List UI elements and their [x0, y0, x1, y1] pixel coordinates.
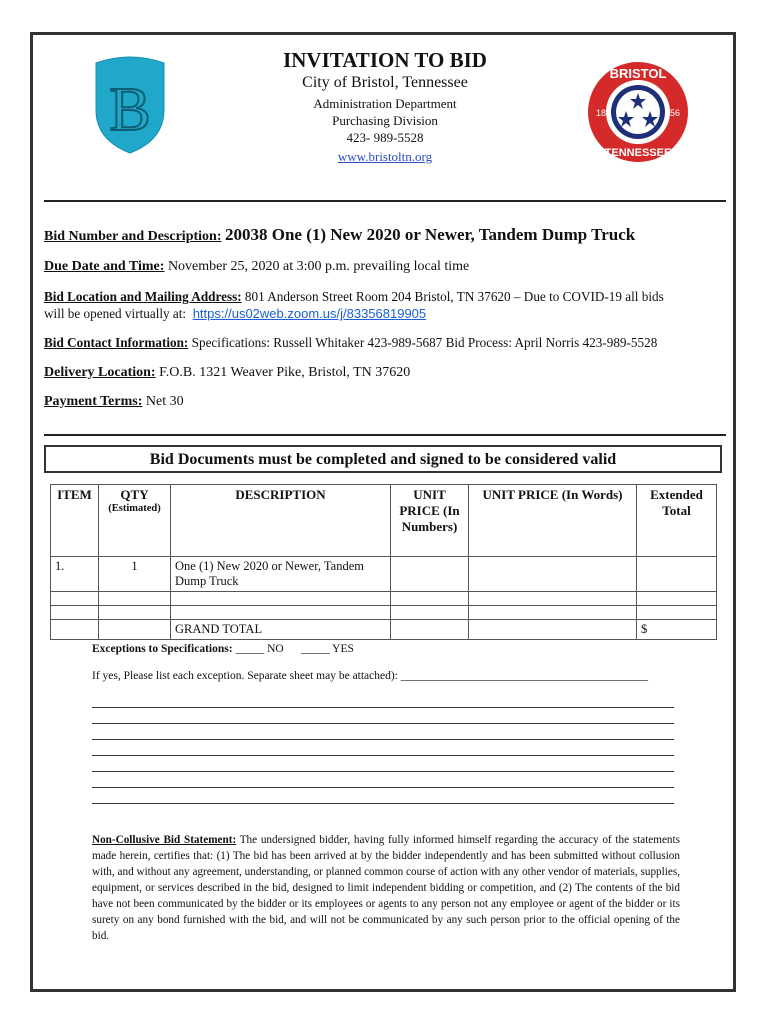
- col-unit-price: UNIT PRICE (In Numbers): [391, 485, 469, 557]
- row1-description: One (1) New 2020 or Newer, Tandem Dump Truck: [171, 557, 391, 592]
- seal-top-text: BRISTOL: [609, 66, 667, 81]
- bid-number-value: 20038 One (1) New 2020 or Newer, Tandem Dump Truck: [224, 225, 636, 244]
- page-title: INVITATION TO BID: [283, 48, 487, 72]
- grand-total-label: GRAND TOTAL: [171, 620, 391, 640]
- delivery-label: Delivery Location:: [44, 365, 156, 380]
- payment-label: Payment Terms:: [44, 394, 143, 409]
- delivery-value: F.O.B. 1321 Weaver Pike, Bristol, TN 37620: [159, 365, 411, 380]
- statement-text: The undersigned bidder, having fully informed himself regarding the accuracy of the statements made herein, certifies that: (1) The bid has been arrived at by the bidder independently and has been submitted without collusion with, and without any agreement, understanding, or planned common course of action with any other vendor of materials, supplies, equipment, or services described in the bid, designed to limit independent bidding or competition, and (2) The contents of the bid have not been communicated by the bidder or its employees or agents to any person not any employee or agent of the bidder or its surety on any bond furnished with the bid, and will not be communicated by any such person prior to the official opening of the bid.: [92, 834, 680, 942]
- city-name: City of Bristol, Tennessee: [302, 74, 468, 91]
- phone: 423- 989-5528: [346, 130, 424, 145]
- exception-line[interactable]: [92, 787, 674, 788]
- exception-line[interactable]: [92, 707, 674, 708]
- bid-table: [50, 484, 717, 640]
- exceptions-no[interactable]: _____ NO: [235, 643, 284, 655]
- exceptions-label: Exceptions to Specifications:: [92, 643, 233, 655]
- zoom-link[interactable]: https://us02web.zoom.us/j/83356819905: [192, 306, 427, 321]
- location-label: Bid Location and Mailing Address:: [44, 289, 242, 304]
- seal-left-year: 18: [596, 108, 607, 118]
- col-extended: Extended Total: [637, 485, 717, 557]
- divider: [44, 434, 726, 436]
- bristol-b-logo: [90, 55, 170, 155]
- row1-qty: 1: [99, 557, 171, 592]
- table-row: [51, 606, 717, 620]
- due-date-value: November 25, 2020 at 3:00 p.m. prevailing local time: [167, 259, 470, 274]
- contact-value: Specifications: Russell Whitaker 423-989-5687 Bid Process: April Norris 423-989-5528: [191, 335, 658, 350]
- exception-line[interactable]: [92, 803, 674, 804]
- col-unit-price-words: UNIT PRICE (In Words): [469, 485, 637, 557]
- row1-unit-price-input[interactable]: [391, 557, 469, 592]
- row1-unit-price-words-input[interactable]: [469, 557, 637, 592]
- exception-line[interactable]: [92, 723, 674, 724]
- table-header-row: [51, 485, 717, 557]
- due-date-label: Due Date and Time:: [44, 259, 165, 274]
- contact-label: Bid Contact Information:: [44, 335, 189, 350]
- seal-right-year: 56: [670, 108, 681, 118]
- col-qty: [99, 485, 171, 557]
- non-collusive-statement: [92, 832, 680, 944]
- exception-line[interactable]: [92, 755, 674, 756]
- payment-value: Net 30: [145, 394, 184, 409]
- col-qty-sub: (Estimated): [108, 503, 161, 514]
- col-description: DESCRIPTION: [171, 485, 391, 557]
- department: Administration Department: [313, 96, 457, 111]
- row1-extended-input[interactable]: [637, 557, 717, 592]
- exception-line[interactable]: [92, 739, 674, 740]
- exceptions-prompt: If yes, Please list each exception. Separate sheet may be attached): ___________________________________________: [92, 670, 649, 682]
- division: Purchasing Division: [332, 113, 438, 128]
- seal-bottom-text: TENNESSEE: [604, 147, 672, 159]
- bid-number-label: Bid Number and Description:: [44, 229, 222, 244]
- col-item: ITEM: [51, 485, 99, 557]
- location-value: 801 Anderson Street Room 204 Bristol, TN 37620 – Due to COVID-19 all bids: [244, 289, 664, 304]
- grand-total-row: [51, 620, 717, 640]
- validity-banner: Bid Documents must be completed and signed to be considered valid: [44, 445, 722, 473]
- website-link[interactable]: www.bristoltn.org: [337, 149, 433, 164]
- tennessee-seal: [586, 60, 690, 164]
- location-value-2: will be opened virtually at:: [44, 306, 187, 321]
- divider: [44, 200, 726, 202]
- exception-line[interactable]: [92, 771, 674, 772]
- row1-item: 1.: [51, 557, 99, 592]
- statement-label: Non-Collusive Bid Statement:: [92, 834, 237, 846]
- exceptions-yes[interactable]: _____ YES: [300, 643, 354, 655]
- logo-letter: B: [109, 76, 151, 144]
- table-row: [51, 557, 717, 592]
- table-row: [51, 592, 717, 606]
- grand-total-value[interactable]: $: [637, 620, 717, 640]
- col-qty-label: QTY: [120, 487, 149, 502]
